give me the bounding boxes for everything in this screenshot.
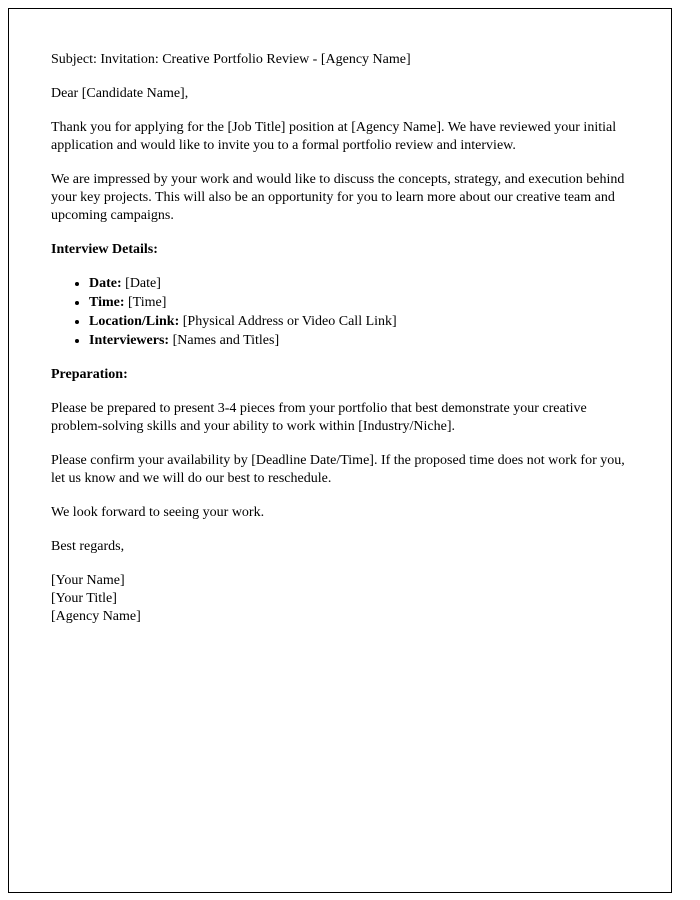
- list-item-time: [89, 294, 629, 312]
- signature-agency: [Agency Name]: [51, 609, 141, 624]
- list-item-location: [89, 313, 629, 331]
- letter-document: [8, 8, 672, 893]
- detail-label: Time:: [89, 295, 125, 310]
- preparation-heading: Preparation:: [51, 367, 128, 382]
- detail-value: [Physical Address or Video Call Link]: [182, 314, 397, 329]
- list-item-date: [89, 275, 629, 293]
- detail-value: [Names and Titles]: [172, 333, 280, 348]
- detail-label: Location/Link:: [89, 314, 180, 329]
- subject-line: Subject: Invitation: Creative Portfolio Review - [Agency Name]: [51, 52, 411, 67]
- paragraph-confirm: Please confirm your availability by [Deadline Date/Time]. If the proposed time does not work for you, let us know and we will do our best to reschedule.: [51, 453, 625, 486]
- interview-details-list: [51, 275, 629, 350]
- list-item-interviewers: [89, 332, 629, 350]
- detail-label: Date:: [89, 276, 122, 291]
- signature-title: [Your Title]: [51, 591, 117, 606]
- detail-label: Interviewers:: [89, 333, 170, 348]
- detail-value: [Time]: [128, 295, 167, 310]
- interview-details-heading: Interview Details:: [51, 242, 158, 257]
- detail-value: [Date]: [125, 276, 161, 291]
- closing: Best regards,: [51, 539, 125, 554]
- paragraph-look-forward: We look forward to seeing your work.: [51, 505, 265, 520]
- signature-name: [Your Name]: [51, 573, 125, 588]
- signature-block: [51, 572, 629, 626]
- paragraph-impressed: We are impressed by your work and would like to discuss the concepts, strategy, and execution behind your key projects. This will also be an opportunity for you to learn more about our creative team and upcoming campaigns.: [51, 172, 625, 223]
- greeting: Dear [Candidate Name],: [51, 86, 189, 101]
- paragraph-prepared: Please be prepared to present 3-4 pieces from your portfolio that best demonstrate your creative problem-solving skills and your ability to work within [Industry/Niche].: [51, 401, 587, 434]
- paragraph-thank-you: Thank you for applying for the [Job Title] position at [Agency Name]. We have reviewed your initial application and would like to invite you to a formal portfolio review and interview.: [51, 120, 617, 153]
